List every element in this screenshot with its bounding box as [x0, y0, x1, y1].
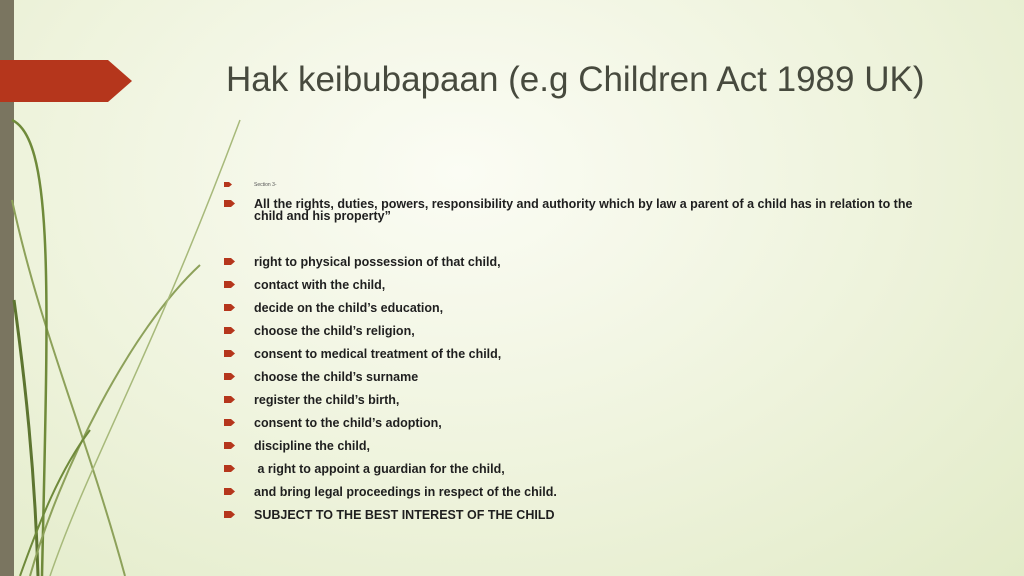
- list-item-text: consent to the child’s adoption,: [254, 416, 442, 430]
- arrow-bullet-icon: [224, 417, 254, 429]
- list-item-definition: [224, 198, 944, 222]
- list-item: [224, 279, 944, 291]
- list-item: [224, 302, 944, 314]
- arrow-bullet-icon: [224, 440, 254, 452]
- arrow-bullet-icon: [224, 509, 254, 521]
- arrow-bullet-icon: [224, 302, 254, 314]
- arrow-bullet-icon: [224, 348, 254, 360]
- list-item-text: a right to appoint a guardian for the child,: [254, 462, 505, 476]
- list-item-text: right to physical possession of that child,: [254, 255, 501, 269]
- arrow-bullet-icon: [224, 279, 254, 291]
- arrow-bullet-icon: [224, 394, 254, 406]
- title-accent-arrow: [0, 60, 132, 102]
- list-item-text: register the child’s birth,: [254, 393, 400, 407]
- list-item-text: SUBJECT TO THE BEST INTEREST OF THE CHILD: [254, 508, 555, 522]
- section-label: Section 3-: [254, 182, 277, 188]
- arrow-bullet-icon: [224, 486, 254, 498]
- arrow-bullet-icon: [224, 325, 254, 337]
- list-item: [224, 394, 944, 406]
- list-item: [224, 371, 944, 383]
- arrow-bullet-icon: [224, 198, 254, 210]
- list-item-text: discipline the child,: [254, 439, 370, 453]
- definition-text: All the rights, duties, powers, responsibility and authority which by law a parent of a child has in relation to the child and his property”: [254, 197, 913, 223]
- arrow-bullet-icon: [224, 463, 254, 475]
- list-item: [224, 348, 944, 360]
- list-item-text: contact with the child,: [254, 278, 386, 292]
- list-item: [224, 440, 944, 452]
- list-item-text: choose the child’s religion,: [254, 324, 415, 338]
- arrow-bullet-icon: [224, 182, 254, 194]
- list-item: [224, 486, 944, 498]
- list-item: [224, 417, 944, 429]
- list-item-emphasis: [224, 509, 944, 521]
- list-item-text: consent to medical treatment of the child,: [254, 347, 502, 361]
- list-item-text: and bring legal proceedings in respect of the child.: [254, 485, 557, 499]
- list-item-text: choose the child’s surname: [254, 370, 419, 384]
- list-item: [224, 256, 944, 268]
- list-item-section: [224, 182, 944, 194]
- slide-title: Hak keibubapaan (e.g Children Act 1989 UK): [226, 60, 925, 99]
- arrow-bullet-icon: [224, 371, 254, 383]
- arrow-bullet-icon: [224, 256, 254, 268]
- list-item-text: decide on the child’s education,: [254, 301, 444, 315]
- list-item: [224, 325, 944, 337]
- list-item: [224, 463, 944, 475]
